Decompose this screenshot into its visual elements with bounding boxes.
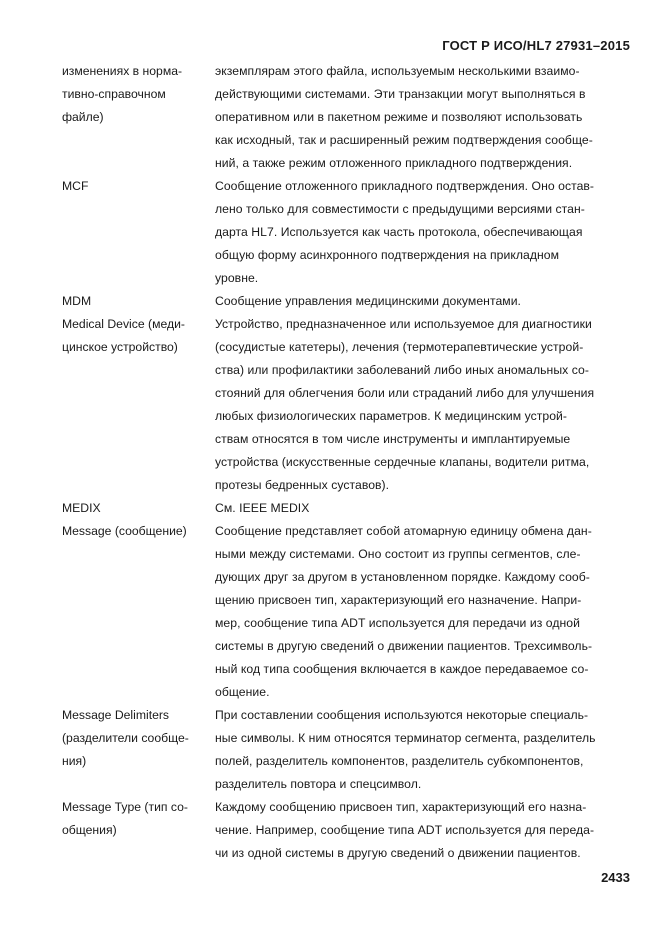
entry-term: Message Type (тип со- общения) xyxy=(62,800,188,837)
entry-term: MDM xyxy=(62,294,92,308)
entry-definition: Сообщение представляет собой атомарную единицу обмена дан- ными между системами. Оно состоит из группы сегментов, сле- дующих друг за другом в установленном порядке. Каждому сооб- щению присвоен тип, характеризующий его назначение. Напри- мер, сообщение типа ADT используется для передачи из одной системы в другую сведений о движении пациентов. Трехсимволь- ный код типа сообщения включается в каждое передаваемое со- общение. xyxy=(215,524,593,699)
entry-term: Message (сообщение) xyxy=(62,524,187,538)
entry-definition: Устройство, предназначенное или используемое для диагностики (сосудистые катетеры), лечения (термотерапевтические устрой- ства) или профилактики заболеваний либо иных аномальных со- стояний для облегчения боли или страданий либо для улучшения любых физиологических параметров. К медицинским устрой- ствам относятся в том числе инструменты и имплантируемые устройства (искусственные сердечные клапаны, водители ритма, протезы бедренных суставов). xyxy=(215,317,595,492)
entry-definition: Сообщение отложенного прикладного подтверждения. Оно остав- лено только для совместимости с предыдущими версиями стан- дарта HL7. Используется как часть протокола, обеспечивающая общую форму асинхронного подтверждения на прикладном уровне. xyxy=(215,179,595,285)
entry-definition: Сообщение управления медицинскими документами. xyxy=(215,294,521,308)
entry-definition: Каждому сообщению присвоен тип, характеризующий его назна- чение. Например, сообщение типа ADT используется для переда- чи из одной системы в другую сведений о движении пациентов. xyxy=(215,800,595,860)
entry-definition: При составлении сообщения используются некоторые специаль- ные символы. К ним относятся терминатор сегмента, разделитель полей, разделитель компонентов, разделитель субкомпонентов, разделитель повтора и спецсимвол. xyxy=(215,708,596,791)
glossary-entry xyxy=(62,175,632,290)
entry-definition: См. IEEE MEDIX xyxy=(215,501,310,515)
document-header: ГОСТ Р ИСО/HL7 27931–2015 xyxy=(442,38,630,53)
entry-term: MCF xyxy=(62,179,89,193)
glossary-entry xyxy=(62,313,632,497)
glossary-entry xyxy=(62,497,632,520)
entry-term: MEDIX xyxy=(62,501,101,515)
page-number: 2433 xyxy=(601,870,630,885)
entry-term: изменениях в норма- тивно-справочном файле) xyxy=(62,64,183,124)
glossary-entries xyxy=(62,60,632,865)
entry-term: Message Delimiters (разделители сообще- ния) xyxy=(62,708,189,768)
glossary-entry xyxy=(62,520,632,704)
glossary-entry xyxy=(62,796,632,865)
glossary-entry xyxy=(62,704,632,796)
entry-term: Medical Device (меди- цинское устройство) xyxy=(62,317,185,354)
glossary-entry xyxy=(62,290,632,313)
glossary-entry xyxy=(62,60,632,175)
entry-definition: экземплярам этого файла, используемым несколькими взаимо- действующими системами. Эти транзакции могут выполняться в оперативном или в пакетном режиме и позволяют использовать как исходный, так и расширенный режим подтверждения сообще- ний, а также режим отложенного прикладного подтверждения. xyxy=(215,64,593,170)
